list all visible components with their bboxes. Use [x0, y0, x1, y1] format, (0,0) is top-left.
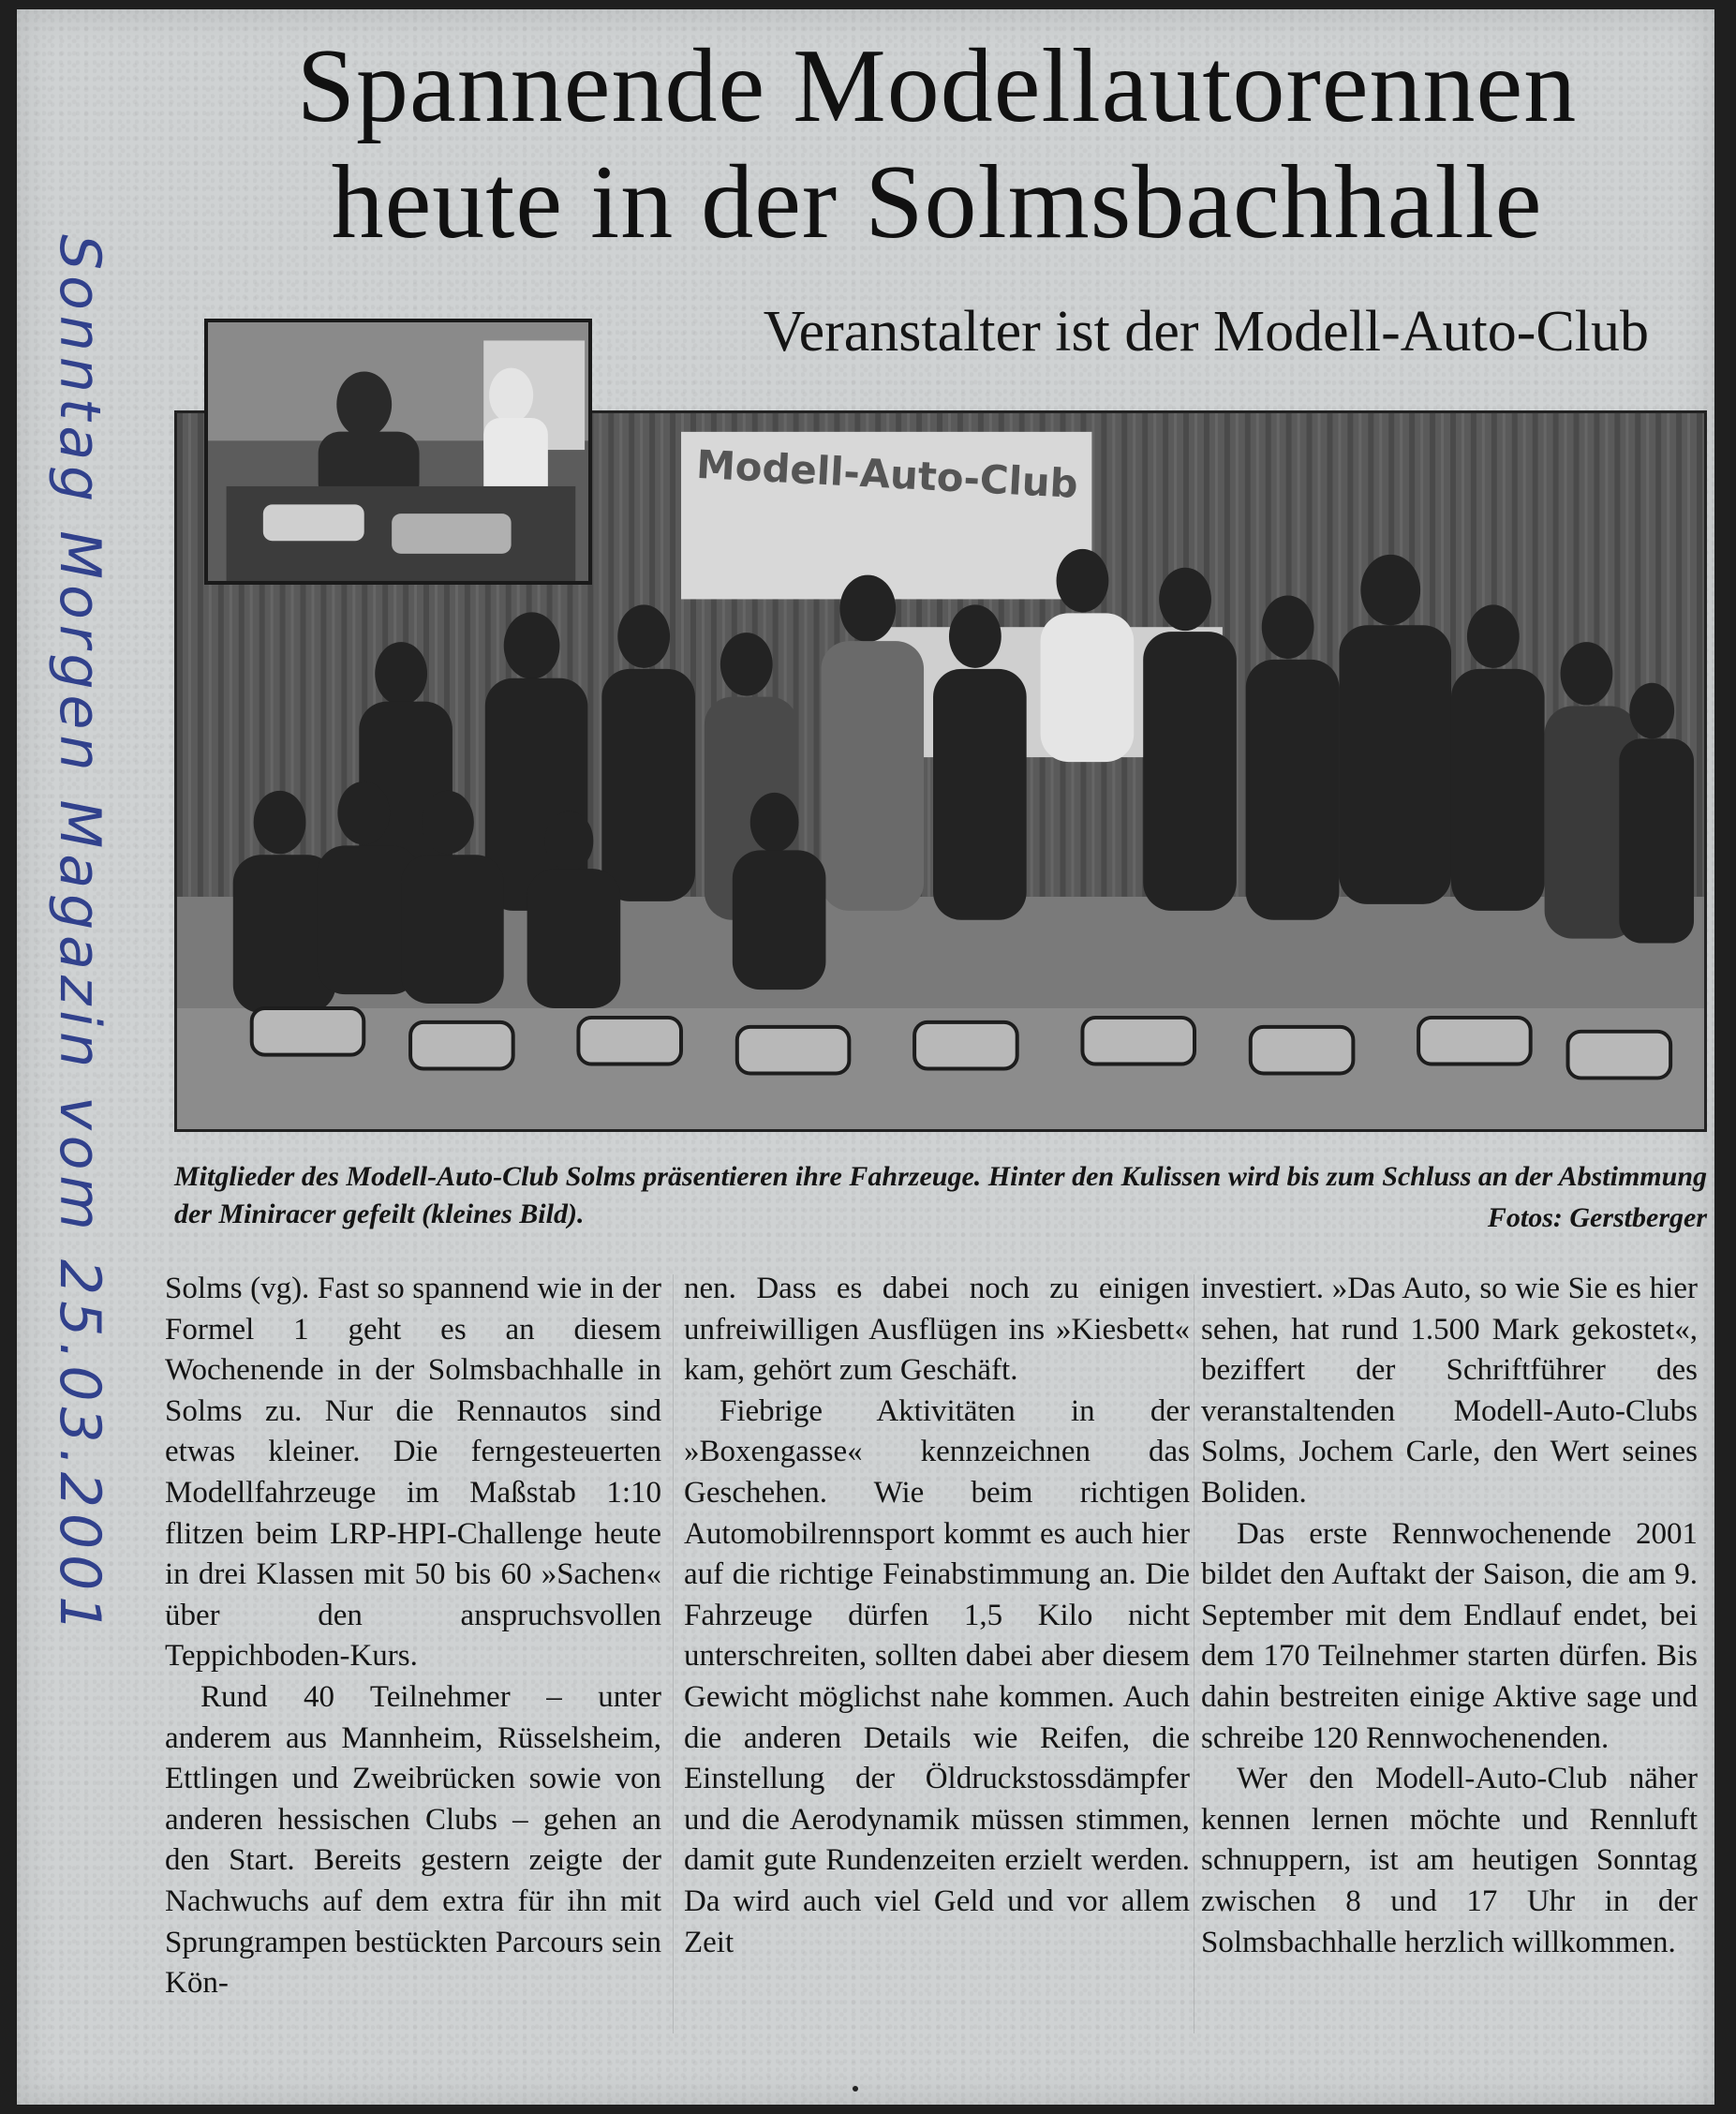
subheadline: Veranstalter ist der Modell-Auto-Club — [763, 300, 1649, 364]
caption-text: Mitglieder des Modell-Auto-Club Solms präsentieren ihre Fahrzeuge. Hinter den Kulissen wird bis zum Schluss an der Abstimmung der Miniracer gefeilt (kleines Bild). — [174, 1161, 1707, 1229]
handwritten-note-text: Sonntag Morgen Magazin vom 25.03.2001 — [47, 234, 112, 1638]
headline — [206, 28, 1668, 261]
handwritten-date-note — [37, 234, 112, 1638]
inset-photo-image — [208, 322, 588, 581]
article-column-1 — [165, 1269, 661, 2004]
article-paragraph: Das erste Rennwochenende 2001 bildet den Auftakt der Saison, die am 9. September mit dem Endlauf endet, bei dem 170 Teilnehmer starten dürfen. Bis dahin bestreiten einige Aktive sage und schreibe 120 Rennwochenenden. — [1201, 1516, 1698, 1755]
article-column-2 — [684, 1269, 1190, 1963]
article-paragraph: nen. Dass es dabei noch zu einigen unfreiwilligen Ausflügen ins »Kiesbett« kam, gehört zum Geschäft. — [684, 1272, 1190, 1388]
column-divider — [673, 1274, 674, 2033]
photo-credit: Fotos: Gerstberger — [1487, 1202, 1707, 1233]
article-paragraph: Wer den Modell-Auto-Club näher kennen lernen möchte und Rennluft schnuppern, ist am heutigen Sonntag zwischen 8 und 17 Uhr in der Solmsbachhalle herzlich willkommen. — [1201, 1762, 1698, 1959]
print-dot — [853, 2086, 858, 2092]
banner-text: Modell-Auto-Club — [695, 440, 1079, 507]
article-column-3 — [1201, 1269, 1698, 1963]
article-paragraph: Rund 40 Teilnehmer – unter anderem aus Mannheim, Rüsselsheim, Ettlingen und Zweibrücken sowie von anderen hessischen Clubs – gehen an den Start. Bereits gestern zeigte der Nachwuchs auf dem extra für ihn mit Sprungrampen bestückten Parcours sein Kön- — [165, 1679, 661, 2001]
article-paragraph: Fiebrige Aktivitäten in der »Boxengasse« kennzeichnen das Geschehen. Wie beim richtigen Automobilrennsport kommt es auch hier auf die richtige Feinabstimmung an. Die Fahrzeuge dürfen 1,5 Kilo nicht unterschreiten, sollten dabei aber diesem Gewicht möglichst nahe kommen. Auch die anderen Details wie Reifen, die Einstellung der Öldruckstossdämpfer und die Aerodynamik müssen stimmen, damit gute Rundenzeiten erzielt werden. Da wird auch viel Geld und vor allem Zeit — [684, 1393, 1190, 1959]
headline-line-1: Spannende Modellautorennen — [296, 28, 1578, 144]
article-paragraph: Solms (vg). Fast so spannend wie in der Formel 1 geht es an diesem Wochenende in der Solmsbachhalle in Solms zu. Nur die Rennautos sind etwas kleiner. Die ferngesteuerten Modellfahrzeuge im Maßstab 1:10 flitzen beim LRP-HPI-Challenge heute in drei Klassen mit 50 bis 60 »Sachen« über den anspruchsvollen Teppichboden-Kurs. — [165, 1272, 661, 1674]
photo-caption — [174, 1158, 1707, 1233]
headline-line-2: heute in der Solmsbachhalle — [331, 144, 1543, 261]
article-paragraph: investiert. »Das Auto, so wie Sie es hier sehen, hat rund 1.500 Mark gekostet«, beziffert der Schriftführer des veranstaltenden Modell-Auto-Clubs Solms, Jochem Carle, den Wert seines Boliden. — [1201, 1272, 1698, 1510]
inset-photo — [204, 319, 592, 585]
